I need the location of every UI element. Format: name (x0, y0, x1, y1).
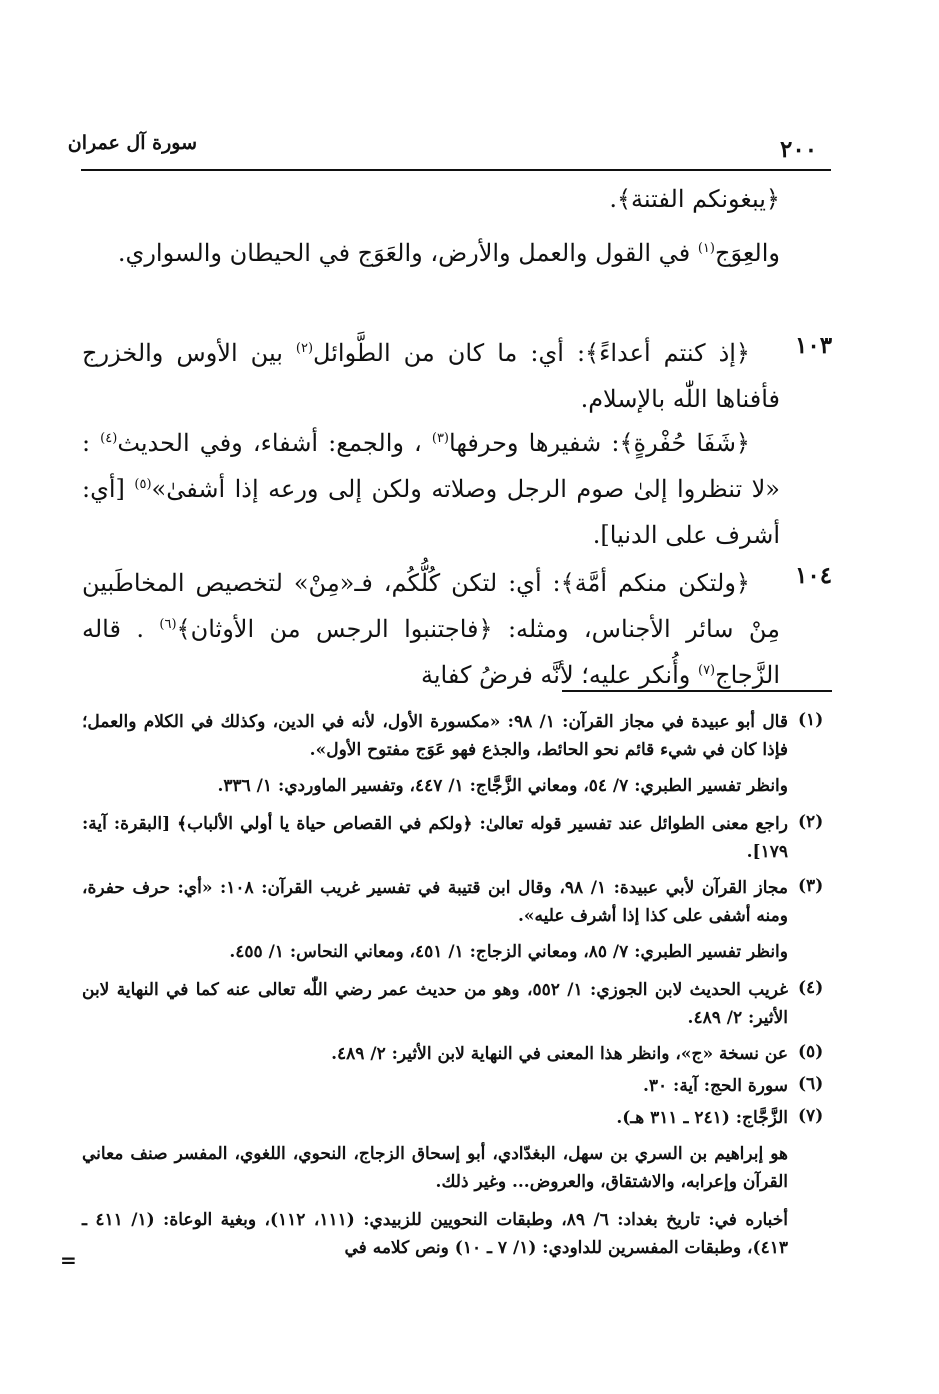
footnote-3-number: (٣) (798, 876, 824, 896)
footnote-ref-2: (٢) (295, 341, 314, 356)
paragraph-4 (82, 420, 780, 558)
footnote-6-number: (٦) (798, 1074, 824, 1094)
footnote-separator (562, 690, 832, 692)
continuation-mark: = (60, 1248, 77, 1272)
footnote-ref-1: (١) (697, 241, 715, 256)
footnote-7-number: (٧) (798, 1106, 824, 1126)
footnote-3-continuation: وانظر تفسير الطبري: ٧/ ٨٥، ومعاني الزجاج: ١/ ٤٥١، ومعاني النحاس: ١/ ٤٥٥. (229, 942, 788, 962)
paragraph-2-text-a: والعِوَج (714, 239, 780, 267)
footnote-5-number: (٥) (798, 1042, 824, 1062)
paragraph-4-text-d: [أي: أشرف على الدنيا]. (82, 475, 780, 549)
paragraph-3-text-a: ﴿إذ كنتم أعداءً﴾: أي: ما كان من الطَّوائل (313, 339, 750, 367)
footnote-5-text: عن نسخة «ج»، وانظر هذا المعنى في النهاية لابن الأثير: ٢/ ٤٨٩. (331, 1044, 788, 1064)
footnote-1-continuation: وانظر تفسير الطبري: ٧/ ٥٤، ومعاني الزَّجَّاج: ١/ ٤٤٧، وتفسير الماوردي: ١/ ٣٣٦. (217, 776, 788, 796)
paragraph-4-text-b: ، والجمع: أشفاء، وفي الحديث (117, 429, 422, 457)
footnote-7-sources: أخباره في: تاريخ بغداد: ٦/ ٨٩، وطبقات النحويين للزبيدي: (١١١، ١١٢)، وبغية الوعاة: (١/ ٤١١ ـ ٤١٣)، وطبقات المفسرين للداودي: (١/ ٧ ـ ١٠) ونص كلامه في (82, 1210, 788, 1258)
paragraph-2 (82, 230, 780, 276)
footnote-2-number: (٢) (798, 812, 824, 832)
footnote-1-number: (١) (798, 710, 824, 730)
paragraph-4-text-c: : «لا تنظروا إلىٰ صوم الرجل وصلاته ولكن إلى ورعه إذا أشفىٰ» (82, 429, 780, 503)
paragraph-2-text-b: في القول والعمل والأرض، والعَوَج في الحيطان والسواري. (117, 239, 691, 267)
paragraph-5 (82, 560, 780, 698)
footnote-1-text: قال أبو عبيدة في مجاز القرآن: ١/ ٩٨: «مكسورة الأول، لأنه في الدين، وكذلك في الكلام والعمل؛ فإذا كان في شيء قائم نحو الحائط، والجذع فهو عَوَج مفتوح الأول». (82, 712, 788, 760)
surah-title: سورة آل عمران (67, 132, 197, 154)
footnote-6-text: سورة الحج: آية: ٣٠. (642, 1076, 788, 1096)
verse-number-104: ١٠٤ (795, 562, 833, 589)
footnote-ref-7: (٧) (697, 663, 716, 678)
footnote-2-text: راجع معنى الطوائل عند تفسير قوله تعالىٰ: ﴿ولكم في القصاص حياة يا أولي الألباب﴾ [البقرة: آية: ١٧٩]. (82, 814, 788, 862)
paragraph-3 (82, 330, 780, 422)
paragraph-5-text-c: وأُنكر عليه؛ لأنَّه فرضُ كفاية (421, 661, 691, 689)
paragraph-1 (82, 176, 780, 222)
footnote-4-number: (٤) (798, 978, 824, 998)
footnote-7-bio: هو إبراهيم بن السري بن سهل، البغدّادي، أبو إسحاق الزجاج، النحوي، اللغوي، المفسر صنف معاني القرآن وإعرابه، والاشتقاق، والعروض... وغير ذلك. (82, 1144, 788, 1192)
footnote-ref-6: (٦) (159, 617, 177, 632)
paragraph-5-text-a: ﴿ولتكن منكم أمَّة﴾: أي: لتكن كُلُّكُم، فـ«مِنْ» لتخصيص المخاطَبين مِنْ سائر الأجناس، ومثله: ﴿فاجتنبوا الرجس من الأوثان﴾ (82, 569, 780, 643)
footnote-ref-5: (٥) (134, 477, 152, 492)
footnote-ref-4: (٤) (100, 431, 118, 446)
footnote-3-text: مجاز القرآن لأبي عبيدة: ١/ ٩٨، وقال ابن قتيبة في تفسير غريب القرآن: ١٠٨: «أي: حرف حفرة، ومنه أشفى على كذا إذا أشرف عليه». (82, 878, 788, 926)
page-number: ٢٠٠ (780, 136, 818, 163)
verse-number-103: ١٠٣ (795, 332, 833, 359)
footnote-ref-3: (٣) (431, 431, 449, 446)
header-rule (81, 169, 831, 171)
paragraph-5-text-b: . قاله الزَّجاج (82, 615, 780, 689)
footnote-7-text: الزَّجَّاج: (٢٤١ ـ ٣١١ هـ). (616, 1108, 788, 1128)
footnote-4-text: غريب الحديث لابن الجوزي: ١/ ٥٥٢، وهو من حديث عمر رضي اللّٰه تعالى عنه كما في النهاية لابن الأثير: ٢/ ٤٨٩. (82, 980, 788, 1028)
paragraph-4-text-a: ﴿شَفَا حُفْرةٍ﴾: شفيرها وحرفها (449, 429, 750, 457)
paragraph-3-text-b: بين الأوس والخزرج فأفناها اللّٰه بالإسلام. (82, 339, 780, 413)
paragraph-1-text: ﴿يبغونكم الفتنة﴾. (609, 185, 780, 213)
